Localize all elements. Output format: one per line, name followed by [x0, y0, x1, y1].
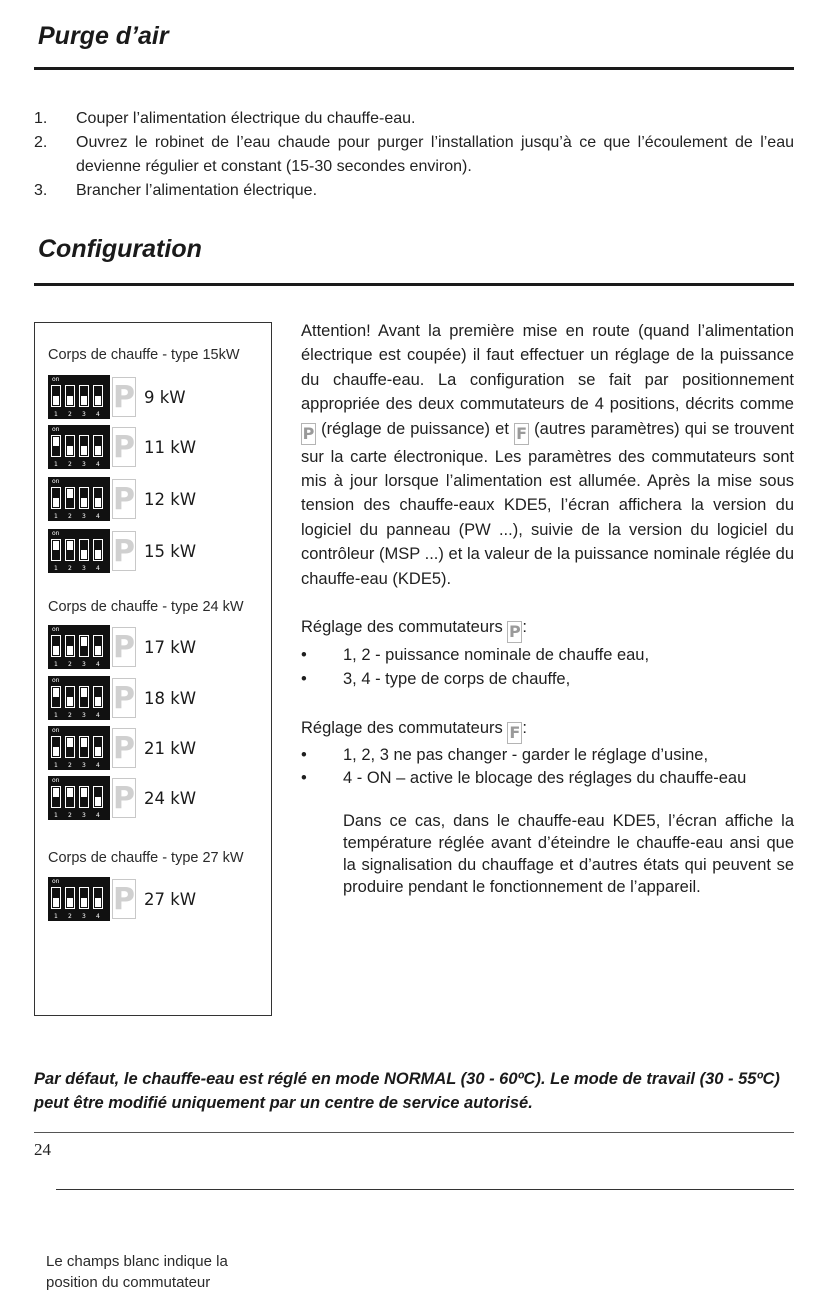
p-box-icon: P	[112, 627, 136, 667]
dip-switch-icon	[48, 726, 110, 770]
switch-lever	[51, 686, 61, 708]
list-text: 3, 4 - type de corps de chauffe,	[343, 670, 571, 689]
lever-position	[95, 898, 101, 907]
panel-note: Le champs blanc indique la position du commutateur	[46, 1253, 228, 1291]
switch-lever	[93, 539, 103, 561]
lever-position	[67, 489, 73, 498]
switch-on-label: on	[52, 626, 60, 633]
p-box-icon: P	[112, 728, 136, 768]
config-title-rule	[34, 283, 794, 286]
switch-lever	[79, 686, 89, 708]
switch-lever	[65, 686, 75, 708]
dip-switch-icon	[48, 776, 110, 820]
f-box-icon: F	[514, 423, 529, 445]
dip-switch-icon	[48, 877, 110, 921]
p-box-icon: P	[112, 678, 136, 718]
switch-number: 2	[68, 565, 72, 572]
attention-text: (autres paramètres) qui se trouvent sur la carte électronique. Les paramètres des commutateurs sont mis à jour lorsque l’alimentation est allumée. Après la mise sous tension des chauffe-eaux KDE5, l’écran affichera la version du logiciel du panneau (PW ...), suivie de la version du logiciel du contrôleur (MSP ...) et la valeur de la puissance nominale réglée du chauffe-eau (KDE5).	[301, 419, 794, 588]
list-item	[34, 179, 794, 203]
switch-number: 1	[54, 712, 58, 719]
switch-lever	[65, 435, 75, 457]
switch-lever	[51, 887, 61, 909]
f-settings-label: Réglage des commutateurs	[301, 718, 503, 737]
p-box-icon: P	[112, 479, 136, 519]
power-label: 27 kW	[144, 889, 197, 909]
switch-lever	[51, 635, 61, 657]
lever-position	[81, 898, 87, 907]
switch-lever	[51, 539, 61, 561]
bullet-icon: •	[301, 646, 307, 665]
attention-text: Attention! Avant la première mise en route (quand l’alimentation électrique est coupée) il faut effectuer un réglage de la puissance du chauffe-eau. La configuration se fait par positionnement appropriée des deux commutateurs de 4 positions, décrits comme	[301, 322, 794, 414]
list-text: 1, 2 - puissance nominale de chauffe eau,	[343, 646, 650, 665]
switch-lever	[79, 786, 89, 808]
switch-number: 2	[68, 712, 72, 719]
lever-position	[53, 646, 59, 655]
lever-position	[81, 788, 87, 797]
switch-lever	[65, 539, 75, 561]
step-text: Ouvrez le robinet de l’eau chaude pour purger l’installation jusqu’à ce que l’écoulement de l’eau devienne régulier et constant (15-30 secondes environ).	[76, 134, 794, 175]
f-explain-paragraph: Dans ce cas, dans le chauffe-eau KDE5, l’écran affiche la température réglée avant d’éteindre le chauffe-eau ansi que la signalisation du chauffage et d’autres états qui peuvent se produire pendant le fonctionnement de l’appareil.	[343, 811, 794, 896]
switch-on-label: on	[52, 426, 60, 433]
switch-number: 4	[96, 712, 100, 719]
switch-setting-row	[48, 676, 196, 720]
dip-switch-icon	[48, 529, 110, 573]
switch-setting-row	[48, 529, 196, 573]
switch-on-label: on	[52, 478, 60, 485]
dip-switch-icon	[48, 625, 110, 669]
switch-setting-row	[48, 375, 186, 419]
switch-number: 3	[82, 661, 86, 668]
p-box-icon: P	[302, 423, 315, 443]
power-label: 12 kW	[144, 489, 197, 509]
switch-number: 3	[82, 411, 86, 418]
dip-switch-icon	[48, 425, 110, 469]
switch-number: 3	[82, 762, 86, 769]
lever-position	[53, 396, 59, 405]
lever-position	[81, 688, 87, 697]
switch-lever	[51, 385, 61, 407]
power-label: 9 kW	[144, 387, 186, 407]
switch-number: 2	[68, 461, 72, 468]
switch-number: 2	[68, 913, 72, 920]
lever-position	[53, 747, 59, 756]
switch-lever	[65, 385, 75, 407]
dip-switch-icon	[48, 375, 110, 419]
lever-position	[67, 446, 73, 455]
switch-on-label: on	[52, 777, 60, 784]
switch-number: 4	[96, 913, 100, 920]
switch-number: 2	[68, 513, 72, 520]
switch-lever	[79, 887, 89, 909]
lever-position	[53, 788, 59, 797]
list-item	[301, 767, 794, 790]
bullet-icon: •	[301, 768, 307, 787]
p-box-icon: P	[112, 531, 136, 571]
switch-lever	[79, 435, 89, 457]
switch-lever	[51, 435, 61, 457]
switch-lever	[79, 736, 89, 758]
power-label: 18 kW	[144, 688, 197, 708]
switch-on-label: on	[52, 878, 60, 885]
lever-position	[67, 396, 73, 405]
switch-setting-row	[48, 425, 196, 469]
switch-number: 4	[96, 513, 100, 520]
power-label: 17 kW	[144, 637, 197, 657]
purge-steps	[34, 107, 794, 203]
switch-on-label: on	[52, 727, 60, 734]
bottom-rule	[56, 1189, 794, 1190]
p-settings-heading	[301, 615, 794, 643]
lever-position	[95, 747, 101, 756]
switch-number: 1	[54, 411, 58, 418]
switch-lever	[65, 786, 75, 808]
dip-switch-panel	[34, 322, 272, 1291]
switch-number: 1	[54, 762, 58, 769]
purge-title-rule	[34, 67, 794, 70]
lever-position	[67, 541, 73, 550]
switch-setting-row	[48, 726, 196, 770]
switch-on-label: on	[52, 677, 60, 684]
switch-lever	[65, 487, 75, 509]
switch-setting-row	[48, 625, 196, 669]
switch-number: 1	[54, 812, 58, 819]
power-label: 21 kW	[144, 738, 197, 758]
p-box-icon: P	[112, 778, 136, 818]
lever-position	[81, 396, 87, 405]
power-label: 15 kW	[144, 541, 197, 561]
switch-number: 4	[96, 812, 100, 819]
colon: :	[522, 718, 527, 737]
lever-position	[95, 396, 101, 405]
f-settings-list	[301, 744, 794, 790]
switch-lever	[93, 686, 103, 708]
p-settings-list	[301, 643, 794, 692]
page-number: 24	[34, 1140, 51, 1159]
power-label: 24 kW	[144, 788, 197, 808]
lever-position	[81, 446, 87, 455]
switch-number: 3	[82, 513, 86, 520]
switch-number: 4	[96, 661, 100, 668]
list-text: 1, 2, 3 ne pas changer - garder le réglage d’usine,	[343, 745, 709, 764]
p-box-icon: P	[112, 377, 136, 417]
lever-position	[95, 646, 101, 655]
step-text: Couper l’alimentation électrique du chauffe-eau.	[76, 110, 416, 127]
lever-position	[53, 688, 59, 697]
lever-position	[81, 498, 87, 507]
f-box-icon: F	[507, 722, 522, 744]
switch-on-label: on	[52, 530, 60, 537]
lever-position	[95, 697, 101, 706]
switch-setting-row	[48, 477, 196, 521]
switch-setting-row	[48, 877, 196, 921]
power-label: 11 kW	[144, 437, 197, 457]
footer-rule	[34, 1132, 794, 1133]
lever-position	[95, 498, 101, 507]
switch-number: 4	[96, 461, 100, 468]
step-number: 2.	[34, 134, 48, 151]
config-text	[301, 319, 794, 898]
attention-paragraph	[301, 319, 794, 591]
switch-number: 2	[68, 762, 72, 769]
switch-number: 1	[54, 565, 58, 572]
p-box-icon: P	[112, 879, 136, 919]
switch-lever	[93, 435, 103, 457]
default-mode-note: Par défaut, le chauffe-eau est réglé en mode NORMAL (30 - 60ºC). Le mode de travail (30 - 55ºC) peut être modifié uniquement par un centre de service autorisé.	[34, 1070, 780, 1112]
lever-position	[67, 646, 73, 655]
list-item	[301, 667, 794, 691]
switch-number: 3	[82, 812, 86, 819]
lever-position	[67, 738, 73, 747]
switch-lever	[93, 887, 103, 909]
step-number: 3.	[34, 182, 48, 199]
p-box-icon: P	[112, 427, 136, 467]
list-item	[34, 107, 794, 131]
p-settings-label: Réglage des commutateurs	[301, 618, 503, 637]
attention-text: (réglage de puissance) et	[321, 419, 509, 438]
switch-lever	[93, 736, 103, 758]
switch-group-title: Corps de chauffe - type 24 kW	[48, 599, 244, 615]
switch-number: 4	[96, 762, 100, 769]
switch-lever	[65, 887, 75, 909]
dip-switch-icon	[48, 676, 110, 720]
switch-setting-row	[48, 776, 196, 820]
lever-position	[53, 437, 59, 446]
bullet-icon: •	[301, 670, 307, 689]
p-box-icon: P	[509, 622, 521, 642]
switch-number: 1	[54, 913, 58, 920]
step-number: 1.	[34, 110, 48, 127]
switch-number: 3	[82, 712, 86, 719]
switch-number: 2	[68, 661, 72, 668]
switch-lever	[79, 539, 89, 561]
dip-switch-icon	[48, 477, 110, 521]
switch-number: 4	[96, 565, 100, 572]
f-settings-heading	[301, 716, 794, 744]
switch-lever	[65, 635, 75, 657]
switch-number: 2	[68, 812, 72, 819]
config-title: Configuration	[38, 235, 202, 263]
switch-number: 4	[96, 411, 100, 418]
lever-position	[95, 797, 101, 806]
lever-position	[81, 738, 87, 747]
switch-lever	[65, 736, 75, 758]
list-item	[34, 131, 794, 179]
switch-number: 1	[54, 513, 58, 520]
lever-position	[81, 550, 87, 559]
step-text: Brancher l’alimentation électrique.	[76, 182, 318, 199]
lever-position	[53, 541, 59, 550]
lever-position	[81, 637, 87, 646]
switch-number: 3	[82, 461, 86, 468]
switch-lever	[93, 487, 103, 509]
switch-lever	[51, 786, 61, 808]
switch-lever	[79, 635, 89, 657]
switch-number: 1	[54, 661, 58, 668]
switch-lever	[79, 487, 89, 509]
colon: :	[522, 618, 527, 637]
list-item	[301, 744, 794, 767]
switch-number: 2	[68, 411, 72, 418]
switch-on-label: on	[52, 376, 60, 383]
switch-lever	[93, 786, 103, 808]
lever-position	[53, 498, 59, 507]
list-text: 4 - ON – active le blocage des réglages du chauffe-eau	[343, 768, 747, 787]
lever-position	[67, 788, 73, 797]
lever-position	[67, 697, 73, 706]
bullet-icon: •	[301, 745, 307, 764]
switch-lever	[93, 635, 103, 657]
switch-number: 3	[82, 913, 86, 920]
lever-position	[53, 898, 59, 907]
purge-title: Purge d’air	[38, 22, 169, 50]
switch-group-title: Corps de chauffe - type 27 kW	[48, 850, 244, 866]
switch-lever	[51, 736, 61, 758]
switch-lever	[51, 487, 61, 509]
switch-number: 1	[54, 461, 58, 468]
switch-lever	[79, 385, 89, 407]
lever-position	[95, 446, 101, 455]
switch-number: 3	[82, 565, 86, 572]
lever-position	[67, 898, 73, 907]
list-item	[301, 643, 794, 667]
lever-position	[95, 550, 101, 559]
switch-lever	[93, 385, 103, 407]
switch-group-title: Corps de chauffe - type 15kW	[48, 347, 240, 363]
